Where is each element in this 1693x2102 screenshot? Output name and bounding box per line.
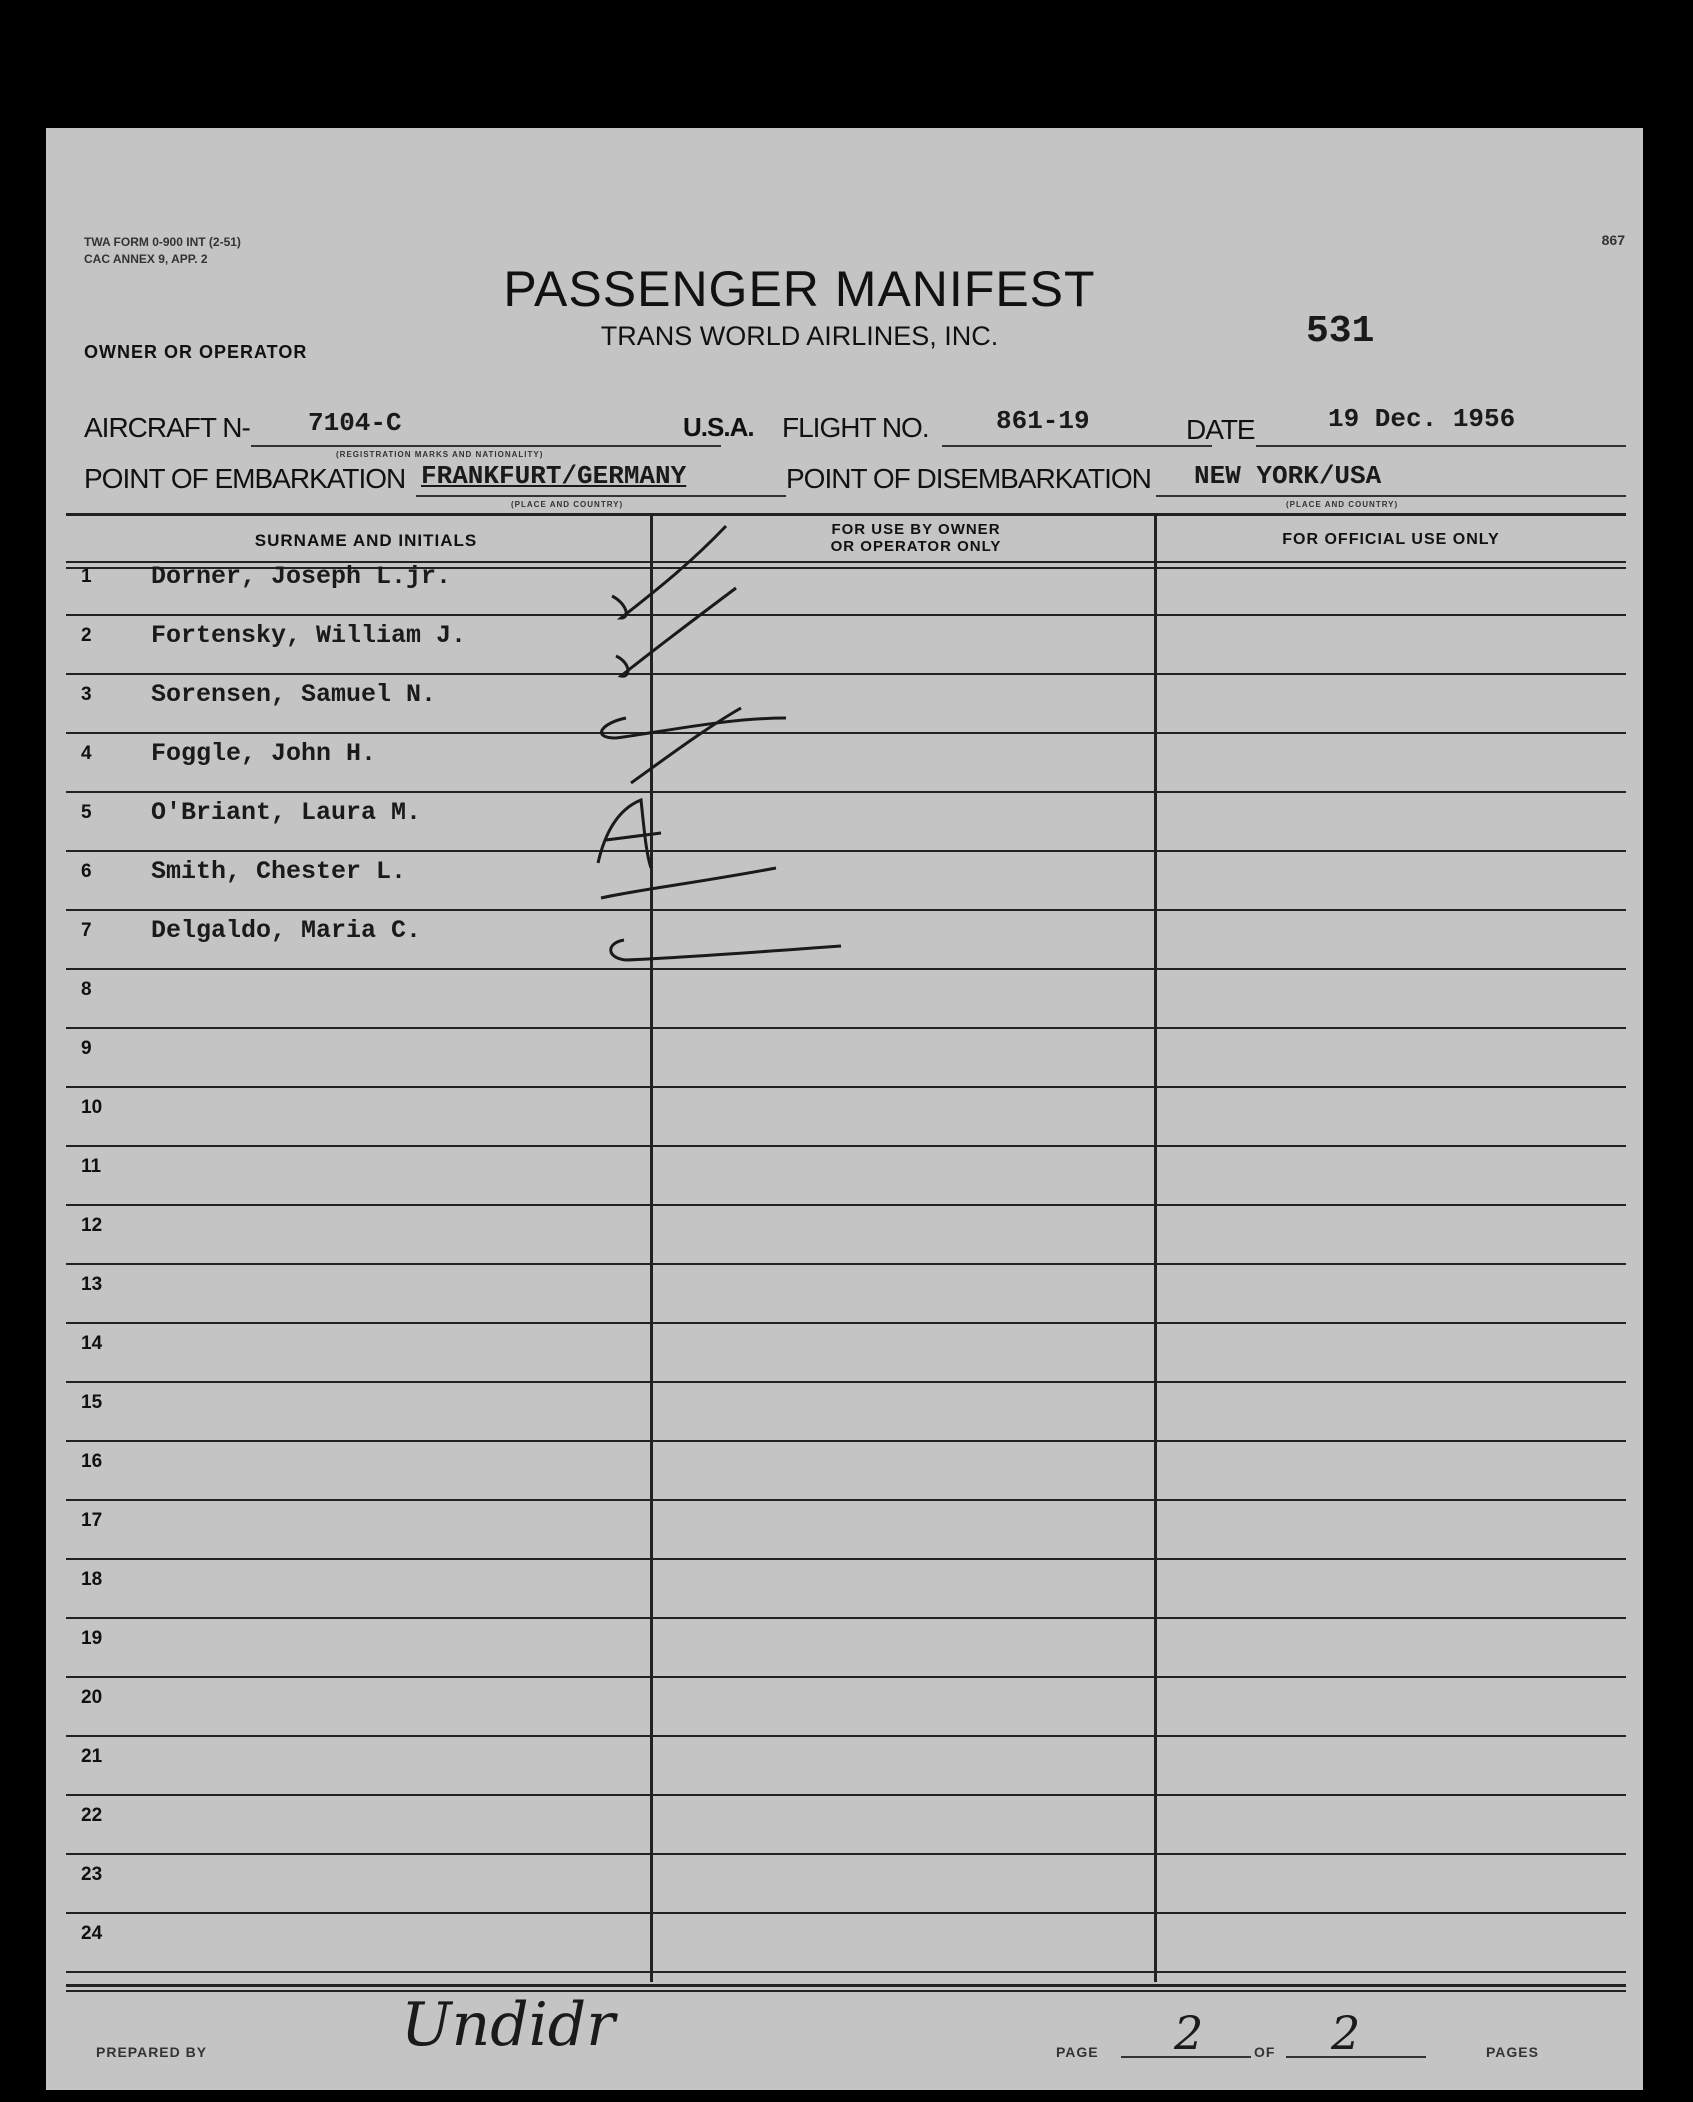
date-label: DATE xyxy=(1186,414,1255,445)
airline-name: TRANS WORLD AIRLINES, INC. xyxy=(600,321,999,351)
row-number: 22 xyxy=(81,1805,103,1826)
row-number: 23 xyxy=(81,1864,103,1885)
flight-prefix: U.S.A. xyxy=(683,412,754,442)
aircraft-value: 7104-C xyxy=(308,408,402,438)
passenger-name: Dorner, Joseph L.jr. xyxy=(151,562,452,591)
disembarkation-caption: (PLACE AND COUNTRY) xyxy=(1286,500,1399,509)
col-owner-header-line-1: FOR USE BY OWNER xyxy=(831,521,1001,538)
passenger-name: O'Briant, Laura M. xyxy=(151,798,422,827)
form-code-line-1: TWA FORM 0-900 INT (2-51) xyxy=(84,235,241,249)
page-title: PASSENGER MANIFEST xyxy=(503,261,1096,317)
embarkation-value: FRANKFURT/GERMANY xyxy=(421,461,687,491)
date-value: 19 Dec. 1956 xyxy=(1328,404,1516,434)
pages-label: PAGES xyxy=(1486,2044,1539,2060)
passenger-name: Delgaldo, Maria C. xyxy=(151,916,422,945)
embarkation-caption: (PLACE AND COUNTRY) xyxy=(511,500,624,509)
row-number: 2 xyxy=(81,625,92,646)
passenger-name: Foggle, John H. xyxy=(151,739,377,768)
check-mark-4 xyxy=(631,708,741,783)
row-number: 14 xyxy=(81,1333,103,1354)
row-number: 12 xyxy=(81,1215,103,1236)
aircraft-caption: (REGISTRATION MARKS AND NATIONALITY) xyxy=(336,450,544,459)
embarkation-label: POINT OF EMBARKATION xyxy=(84,463,406,494)
form-code-line-2: CAC ANNEX 9, APP. 2 xyxy=(84,252,208,266)
row-number: 24 xyxy=(81,1923,103,1944)
row-number: 3 xyxy=(81,684,92,705)
row-number: 10 xyxy=(81,1097,103,1118)
passenger-name: Fortensky, William J. xyxy=(151,621,467,650)
row-number: 5 xyxy=(81,802,92,823)
check-mark-7 xyxy=(611,940,841,960)
row-number: 6 xyxy=(81,861,92,882)
prepared-by-label: PREPARED BY xyxy=(96,2044,208,2060)
row-number: 19 xyxy=(81,1628,103,1649)
check-mark-1 xyxy=(612,526,726,618)
check-mark-5 xyxy=(598,800,661,868)
signature: Undidr xyxy=(401,1990,615,2060)
row-number: 13 xyxy=(81,1274,103,1295)
col-owner-header-line-2: OR OPERATOR ONLY xyxy=(830,538,1002,555)
row-number: 1 xyxy=(81,566,92,587)
passenger-name: Smith, Chester L. xyxy=(151,857,407,886)
col-official-header: FOR OFFICIAL USE ONLY xyxy=(1282,531,1500,548)
row-number: 11 xyxy=(81,1156,102,1177)
disembarkation-label: POINT OF DISEMBARKATION xyxy=(786,463,1151,494)
col-surname-header: SURNAME AND INITIALS xyxy=(254,531,478,550)
check-mark-3 xyxy=(602,718,786,738)
row-number: 4 xyxy=(81,743,92,764)
flight-value: 861-19 xyxy=(996,406,1090,436)
check-marks xyxy=(46,128,1643,2090)
owner-label: OWNER OR OPERATOR xyxy=(84,342,308,362)
row-number: 9 xyxy=(81,1038,92,1059)
row-number: 7 xyxy=(81,920,92,941)
manifest-number: 531 xyxy=(1306,310,1375,353)
aircraft-label: AIRCRAFT N- xyxy=(84,412,250,443)
of-label: OF xyxy=(1254,2044,1276,2060)
row-number: 17 xyxy=(81,1510,103,1531)
row-number: 20 xyxy=(81,1687,103,1708)
passenger-name: Sorensen, Samuel N. xyxy=(151,680,437,709)
row-number: 8 xyxy=(81,979,92,1000)
check-mark-6 xyxy=(601,868,776,898)
row-number: 21 xyxy=(81,1746,103,1767)
row-number: 16 xyxy=(81,1451,103,1472)
disembarkation-value: NEW YORK/USA xyxy=(1194,461,1382,491)
check-mark-2 xyxy=(616,588,736,676)
corner-number: 867 xyxy=(1601,232,1625,248)
manifest-sheet xyxy=(46,128,1643,2090)
of-value: 2 xyxy=(1331,2006,1361,2060)
flight-label: FLIGHT NO. xyxy=(782,412,929,443)
row-number: 18 xyxy=(81,1569,103,1590)
page-label: PAGE xyxy=(1056,2044,1099,2060)
page-value: 2 xyxy=(1174,2006,1204,2060)
row-number: 15 xyxy=(81,1392,103,1413)
